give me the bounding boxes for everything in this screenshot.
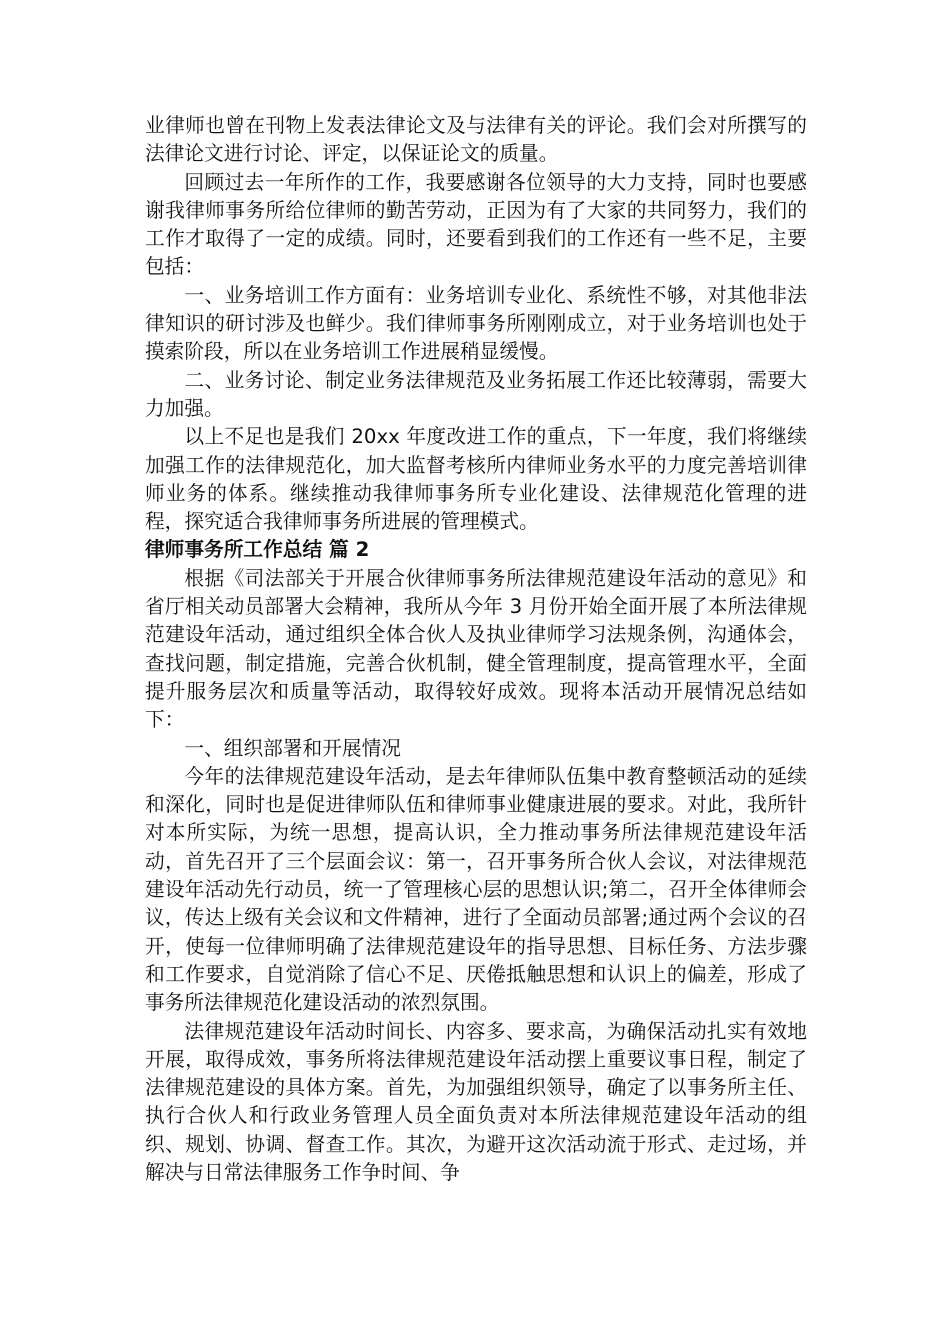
paragraph-continuation: 业律师也曾在刊物上发表法律论文及与法律有关的评论。我们会对所撰写的法律论文进行讨论、评定，以保证论文的质量。 <box>145 114 807 166</box>
subheading-organization: 一、组织部署和开展情况 <box>184 736 401 760</box>
paragraph-shortcoming-1: 一、业务培训工作方面有：业务培训专业化、系统性不够，对其他非法律知识的研讨涉及也鲜少。我们律师事务所刚刚成立，对于业务培训也处于摸索阶段，所以在业务培训工作进展稍显缓慢。 <box>145 283 807 364</box>
paragraph-intro: 根据《司法部关于开展合伙律师事务所法律规范建设年活动的意见》和省厅相关动员部署大会精神，我所从今年 3 月份开始全面开展了本所法律规范建设年活动，通过组织全体合伙人及执业律师学习法规条例，沟通体会，查找问题，制定措施，完善合伙机制，健全管理制度，提高管理水平，全面提升服务层次和质量等活动，取得较好成效。现将本活动开展情况总结如下： <box>145 566 807 732</box>
paragraph-plan: 法律规范建设年活动时间长、内容多、要求高，为确保活动扎实有效地开展，取得成效，事务所将法律规范建设年活动摆上重要议事日程，制定了法律规范建设的具体方案。首先，为加强组织领导，确定了以事务所主任、执行合伙人和行政业务管理人员全面负责对本所法律规范建设年活动的组织、规划、协调、督查工作。其次，为避开这次活动流于形式、走过场，并解决与日常法律服务工作争时间、争 <box>145 1019 807 1184</box>
paragraph-improvement: 以上不足也是我们 20xx 年度改进工作的重点，下一年度，我们将继续加强工作的法律规范化，加大监督考核所内律师业务水平的力度完善培训律师业务的体系。继续推动我律师事务所专业化建设、法律规范化管理的进程，探究适合我律师事务所进展的管理模式。 <box>145 425 807 534</box>
paragraph-review: 回顾过去一年所作的工作，我要感谢各位领导的大力支持，同时也要感谢我律师事务所给位律师的勤苦劳动，正因为有了大家的共同努力，我们的工作才取得了一定的成绩。同时，还要看到我们的工作还有一些不足，主要包括： <box>145 170 807 279</box>
paragraph-meetings: 今年的法律规范建设年活动，是去年律师队伍集中教育整顿活动的延续和深化，同时也是促进律师队伍和律师事业健康进展的要求。对此，我所针对本所实际，为统一思想，提高认识，全力推动事务所法律规范建设年活动，首先召开了三个层面会议：第一，召开事务所合伙人会议，对法律规范建设年活动先行动员，统一了管理核心层的思想认识;第二，召开全体律师会议，传达上级有关会议和文件精神，进行了全面动员部署;通过两个会议的召开，使每一位律师明确了法律规范建设年的指导思想、目标任务、方法步骤和工作要求，自觉消除了信心不足、厌倦抵触思想和认识上的偏差，形成了事务所法律规范化建设活动的浓烈氛围。 <box>145 764 807 1015</box>
section-heading: 律师事务所工作总结 篇 2 <box>145 538 370 562</box>
paragraph-shortcoming-2: 二、业务讨论、制定业务法律规范及业务拓展工作还比较薄弱，需要大力加强。 <box>145 368 807 420</box>
document-page <box>145 112 807 1187</box>
